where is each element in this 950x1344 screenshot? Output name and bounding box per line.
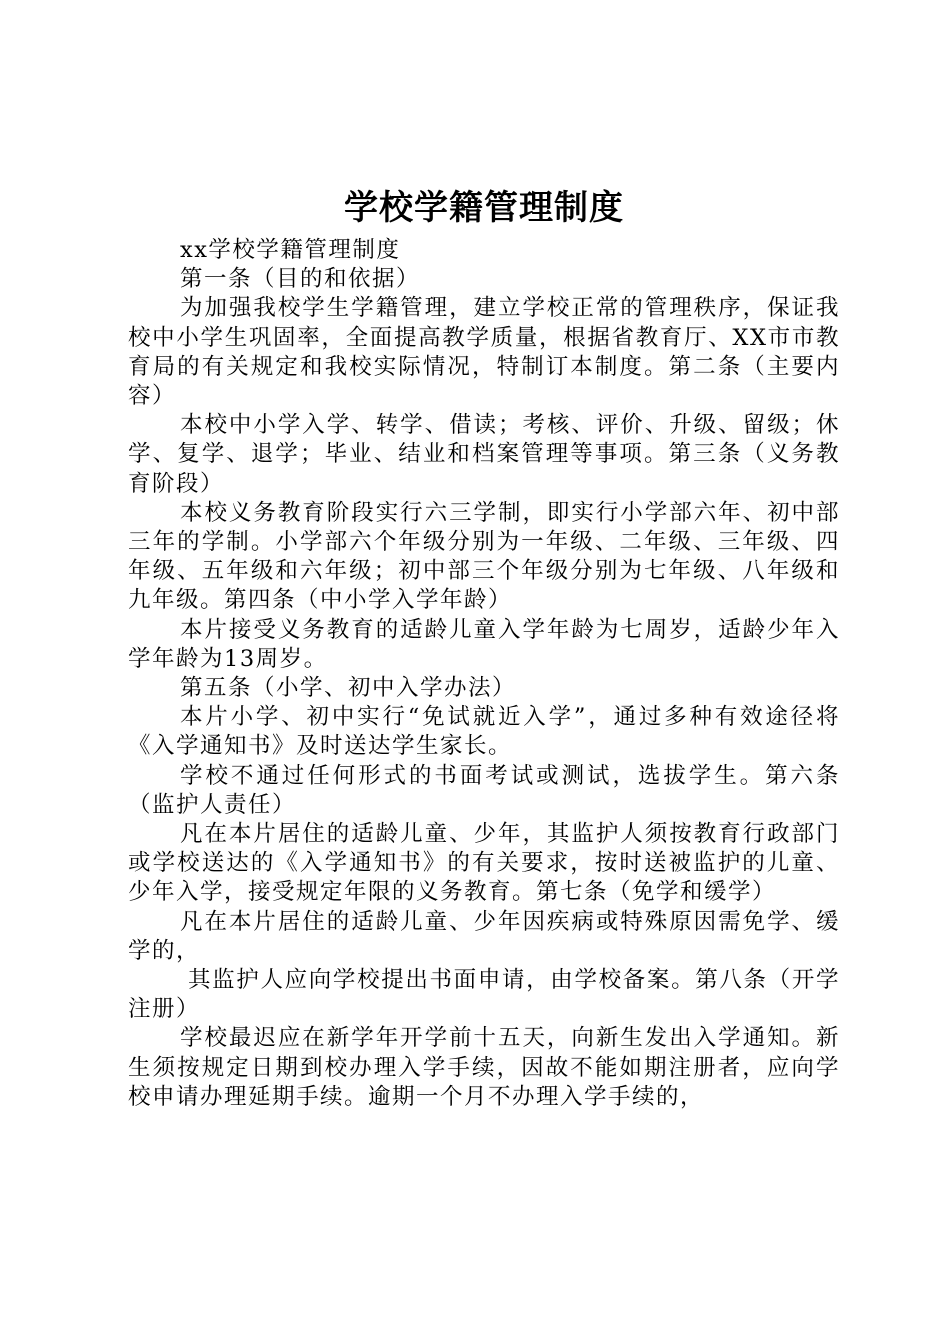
paragraph-article-7-body-2: 其监护人应向学校提出书面申请，由学校备案。第八条（开学注册） <box>128 967 840 1023</box>
paragraph-article-1-body: 为加强我校学生学籍管理，建立学校正常的管理秩序，保证我校中小学生巩固率，全面提高教学质量，根据省教育厅、XX市市教育局的有关规定和我校实际情况，特制订本制度。第二条（主要内容） <box>128 295 840 410</box>
paragraph-article-5-body-2: 学校不通过任何形式的书面考试或测试，选拔学生。第六条（监护人责任） <box>128 762 840 818</box>
paragraph-article-3-body: 本校义务教育阶段实行六三学制，即实行小学部六年、初中部三年的学制。小学部六个年级分别为一年级、二年级、三年级、四年级、五年级和六年级；初中部三个年级分别为七年级、八年级和九年级。第四条（中小学入学年龄） <box>128 499 840 614</box>
paragraph-article-4-body: 本片接受义务教育的适龄儿童入学年龄为七周岁，适龄少年入学年龄为13周岁。 <box>128 616 840 672</box>
document-page <box>128 180 840 1112</box>
paragraph-article-5-body: 本片小学、初中实行“免试就近入学”，通过多种有效途径将《入学通知书》及时送达学生家长。 <box>128 704 840 760</box>
paragraph-article-5-heading: 第五条（小学、初中入学办法） <box>180 675 517 702</box>
paragraph-article-2-body: 本校中小学入学、转学、借读；考核、评价、升级、留级；休学、复学、退学；毕业、结业和档案管理等事项。第三条（义务教育阶段） <box>128 412 840 497</box>
paragraph-subtitle: xx学校学籍管理制度 <box>180 237 401 263</box>
paragraph-article-6-body: 凡在本片居住的适龄儿童、少年，其监护人须按教育行政部门或学校送达的《入学通知书》的有关要求，按时送被监护的儿童、少年入学，接受规定年限的义务教育。第七条（免学和缓学） <box>128 821 840 906</box>
paragraph-article-7-body: 凡在本片居住的适龄儿童、少年因疾病或特殊原因需免学、缓学的， <box>128 908 840 964</box>
document-title: 学校学籍管理制度 <box>344 188 624 228</box>
paragraph-article-1-heading: 第一条（目的和依据） <box>180 266 421 293</box>
paragraph-article-8-body: 学校最迟应在新学年开学前十五天，向新生发出入学通知。新生须按规定日期到校办理入学手续，因故不能如期注册者，应向学校申请办理延期手续。逾期一个月不办理入学手续的， <box>128 1025 840 1110</box>
